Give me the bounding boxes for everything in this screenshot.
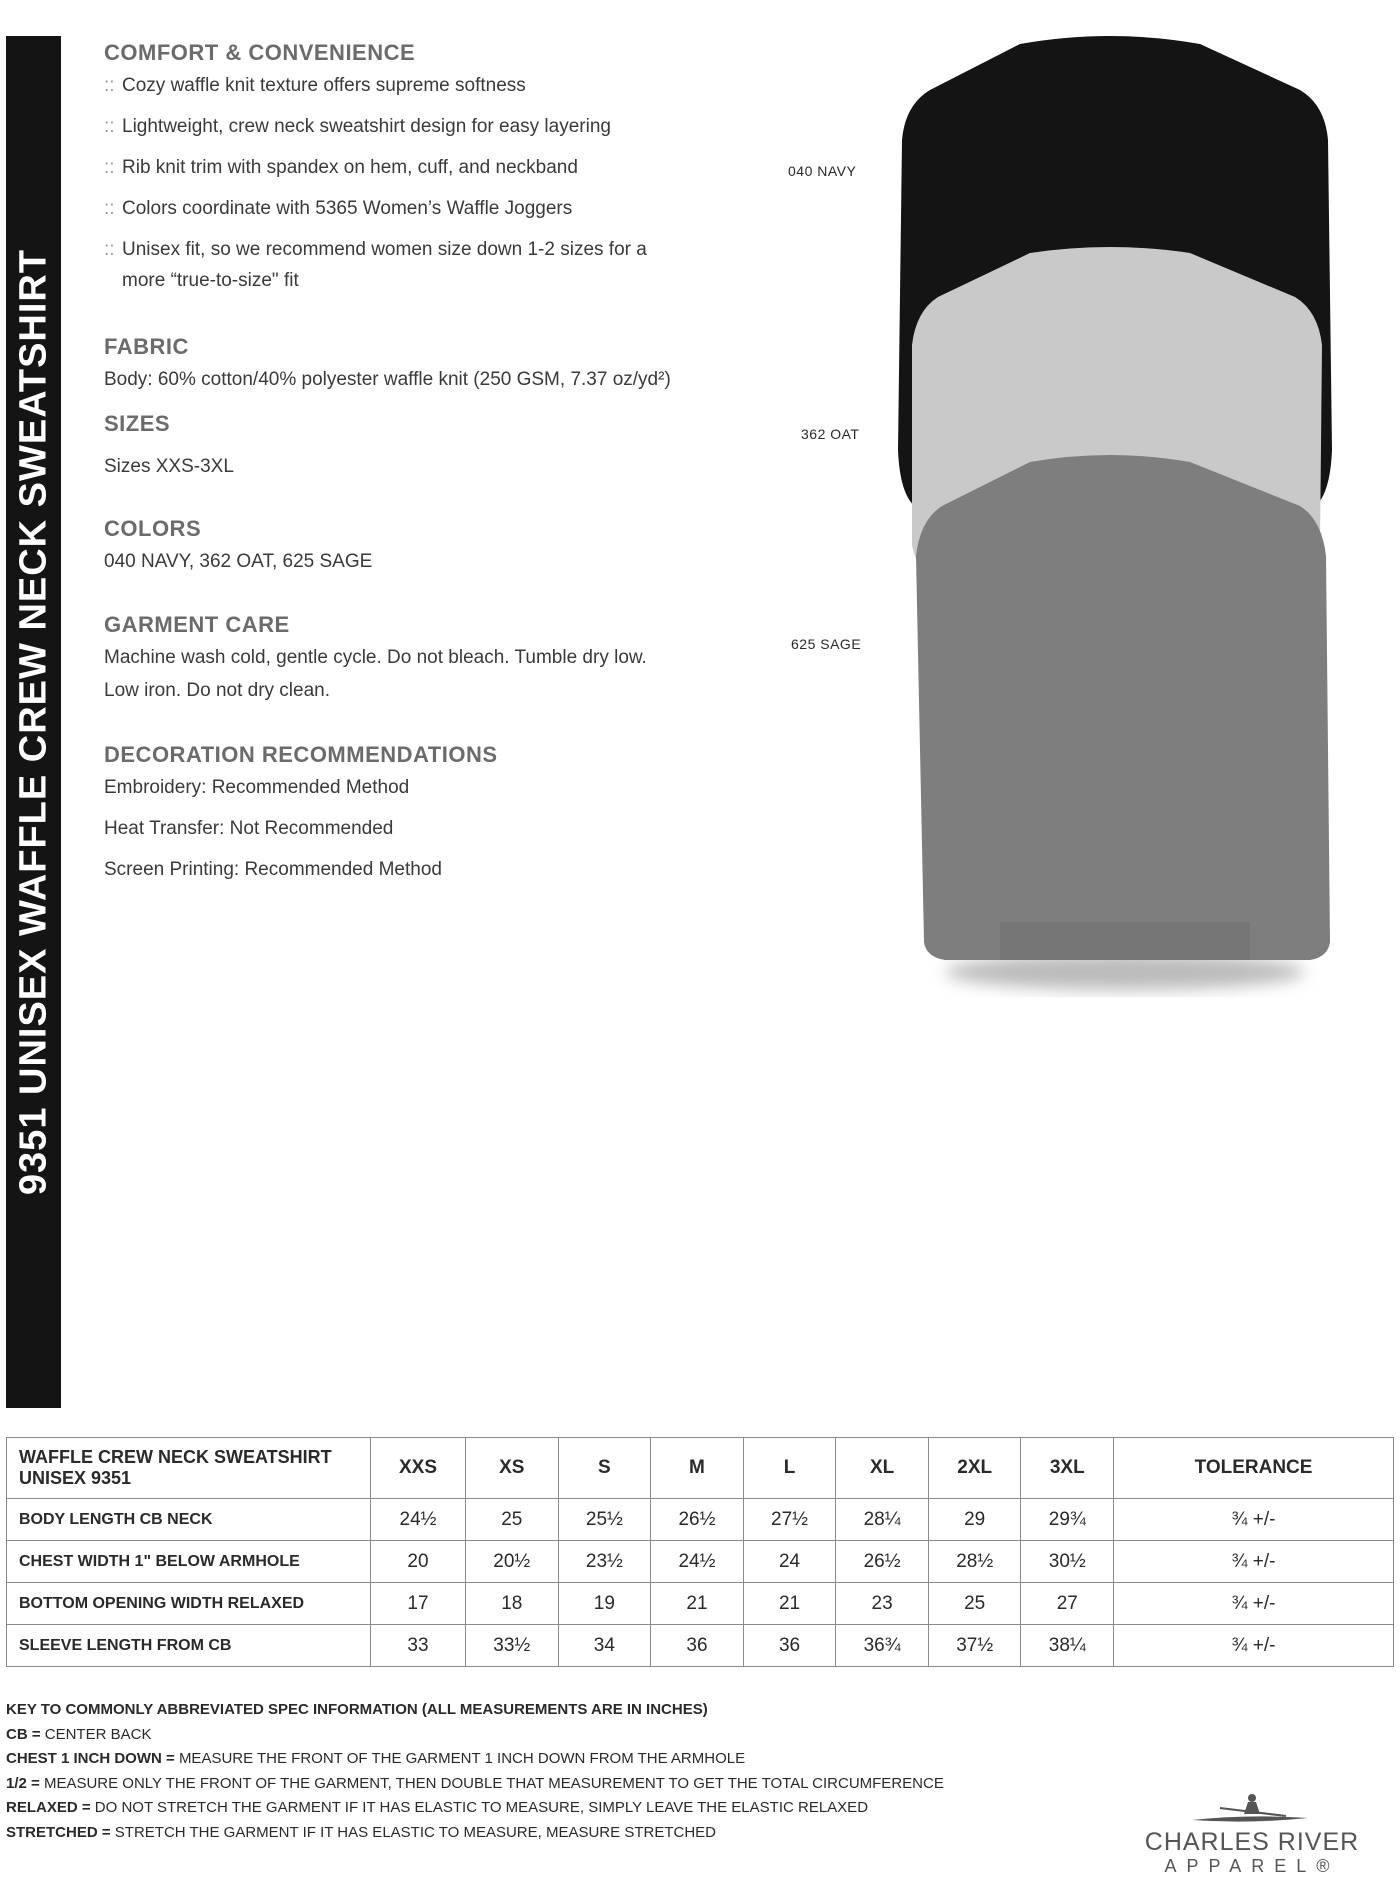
product-title: 9351 UNISEX WAFFLE CREW NECK SWEATSHIRT (12, 248, 54, 1196)
table-row (7, 1583, 1394, 1625)
table-cell: 29¾ (1021, 1499, 1114, 1541)
table-cell: 21 (743, 1583, 836, 1625)
sizes-text: Sizes XXS-3XL (104, 456, 234, 477)
key-item: RELAXED = DO NOT STRETCH THE GARMENT IF IT HAS ELASTIC TO MEASURE, SIMPLY LEAVE THE ELASTIC RELAXED (6, 1799, 869, 1816)
size-header: 2XL (928, 1438, 1021, 1499)
table-cell: 38¼ (1021, 1625, 1114, 1667)
table-cell: 25½ (558, 1499, 651, 1541)
comfort-bullet: :: Cozy waffle knit texture offers supreme softness (104, 75, 526, 96)
colors-heading: COLORS (104, 516, 202, 541)
color-label-oat: 362 OAT (801, 426, 860, 442)
table-cell: 25 (466, 1499, 559, 1541)
comfort-bullet-continued: more “true-to-size" fit (122, 270, 299, 291)
table-cell: 25 (928, 1583, 1021, 1625)
comfort-bullet: :: Colors coordinate with 5365 Women’s Waffle Joggers (104, 198, 573, 219)
size-header: S (558, 1438, 651, 1499)
size-header: XXS (371, 1438, 466, 1499)
table-row (7, 1499, 1394, 1541)
color-label-sage: 625 SAGE (791, 636, 862, 652)
table-cell: ¾ +/- (1114, 1583, 1394, 1625)
bullet-marker: :: (104, 198, 115, 219)
table-cell: 20½ (466, 1541, 559, 1583)
table-cell: 36 (651, 1625, 744, 1667)
colors-text: 040 NAVY, 362 OAT, 625 SAGE (104, 551, 373, 572)
row-label: SLEEVE LENGTH FROM CB (7, 1625, 371, 1667)
table-cell: 27 (1021, 1583, 1114, 1625)
size-header: XS (466, 1438, 559, 1499)
fabric-heading: FABRIC (104, 334, 189, 359)
table-row (7, 1541, 1394, 1583)
table-cell: 19 (558, 1583, 651, 1625)
table-cell: ¾ +/- (1114, 1625, 1394, 1667)
size-header: M (651, 1438, 744, 1499)
table-cell: 23½ (558, 1541, 651, 1583)
brand-logo-name: CHARLES RIVER (1144, 1828, 1360, 1856)
comfort-bullet: :: Unisex fit, so we recommend women size down 1-2 sizes for a (104, 239, 647, 260)
bullet-marker: :: (104, 75, 115, 96)
table-cell: 26½ (836, 1541, 929, 1583)
key-item: STRETCHED = STRETCH THE GARMENT IF IT HAS ELASTIC TO MEASURE, MEASURE STRETCHED (6, 1823, 716, 1841)
table-cell: 37½ (928, 1625, 1021, 1667)
table-cell: 20 (371, 1541, 466, 1583)
table-cell: 23 (836, 1583, 929, 1625)
size-header: XL (836, 1438, 929, 1499)
table-cell: 29 (928, 1499, 1021, 1541)
table-row (7, 1625, 1394, 1667)
table-cell: 33½ (466, 1625, 559, 1667)
table-cell: ¾ +/- (1114, 1499, 1394, 1541)
row-label: CHEST WIDTH 1" BELOW ARMHOLE (7, 1541, 371, 1583)
abbreviation-key (6, 1698, 944, 1845)
table-cell: 34 (558, 1625, 651, 1667)
bullet-marker: :: (104, 116, 115, 137)
key-item: CHEST 1 INCH DOWN = MEASURE THE FRONT OF THE GARMENT 1 INCH DOWN FROM THE ARMHOLE (6, 1750, 746, 1767)
key-heading: KEY TO COMMONLY ABBREVIATED SPEC INFORMATION (ALL MEASUREMENTS ARE IN INCHES) (6, 1701, 708, 1718)
table-cell: 26½ (651, 1499, 744, 1541)
care-text: Machine wash cold, gentle cycle. Do not bleach. Tumble dry low. (104, 647, 647, 668)
row-label: BODY LENGTH CB NECK (7, 1499, 371, 1541)
sidebar-banner (6, 36, 61, 1408)
row-label: BOTTOM OPENING WIDTH RELAXED (7, 1583, 371, 1625)
sizes-heading: SIZES (104, 411, 171, 436)
size-header: 3XL (1021, 1438, 1114, 1499)
fabric-text: Body: 60% cotton/40% polyester waffle knit (250 GSM, 7.37 oz/yd²) (104, 369, 671, 390)
decoration-item: Embroidery: Recommended Method (104, 777, 410, 798)
table-cell: 28½ (928, 1541, 1021, 1583)
key-item: 1/2 = MEASURE ONLY THE FRONT OF THE GARMENT, THEN DOUBLE THAT MEASUREMENT TO GET THE TOTAL CIRCUMFERENCE (6, 1774, 944, 1792)
comfort-bullet: :: Rib knit trim with spandex on hem, cuff, and neckband (104, 157, 578, 178)
table-cell: 36¾ (836, 1625, 929, 1667)
table-cell: 24 (743, 1541, 836, 1583)
sage-sweatshirt-image (890, 452, 1350, 1012)
product-details (104, 40, 744, 881)
care-text: Low iron. Do not dry clean. (104, 680, 331, 701)
comfort-bullet: :: Lightweight, crew neck sweatshirt design for easy layering (104, 116, 611, 137)
care-heading: GARMENT CARE (104, 612, 290, 637)
table-cell: 18 (466, 1583, 559, 1625)
table-cell: 30½ (1021, 1541, 1114, 1583)
table-title-cell: WAFFLE CREW NECK SWEATSHIRT UNISEX 9351 (7, 1438, 371, 1499)
table-cell: 24½ (371, 1499, 466, 1541)
tolerance-header: TOLERANCE (1114, 1438, 1394, 1499)
table-cell: 21 (651, 1583, 744, 1625)
spec-table (6, 1437, 1394, 1667)
table-cell: 27½ (743, 1499, 836, 1541)
bullet-marker: :: (104, 239, 115, 260)
table-cell: ¾ +/- (1114, 1541, 1394, 1583)
table-cell: 36 (743, 1625, 836, 1667)
decoration-item: Screen Printing: Recommended Method (104, 859, 442, 880)
table-cell: 24½ (651, 1541, 744, 1583)
size-header: L (743, 1438, 836, 1499)
brand-logo-sub: APPAREL® (1164, 1856, 1340, 1876)
key-item: CB = CENTER BACK (6, 1725, 152, 1743)
bullet-marker: :: (104, 157, 115, 178)
color-label-navy: 040 NAVY (788, 163, 857, 179)
table-cell: 33 (371, 1625, 466, 1667)
table-cell: 17 (371, 1583, 466, 1625)
decoration-heading: DECORATION RECOMMENDATIONS (104, 742, 498, 767)
table-cell: 28¼ (836, 1499, 929, 1541)
comfort-heading: COMFORT & CONVENIENCE (104, 40, 416, 65)
rower-logo-icon (1190, 1790, 1310, 1826)
decoration-item: Heat Transfer: Not Recommended (104, 818, 394, 839)
table-header-row (7, 1438, 1394, 1499)
